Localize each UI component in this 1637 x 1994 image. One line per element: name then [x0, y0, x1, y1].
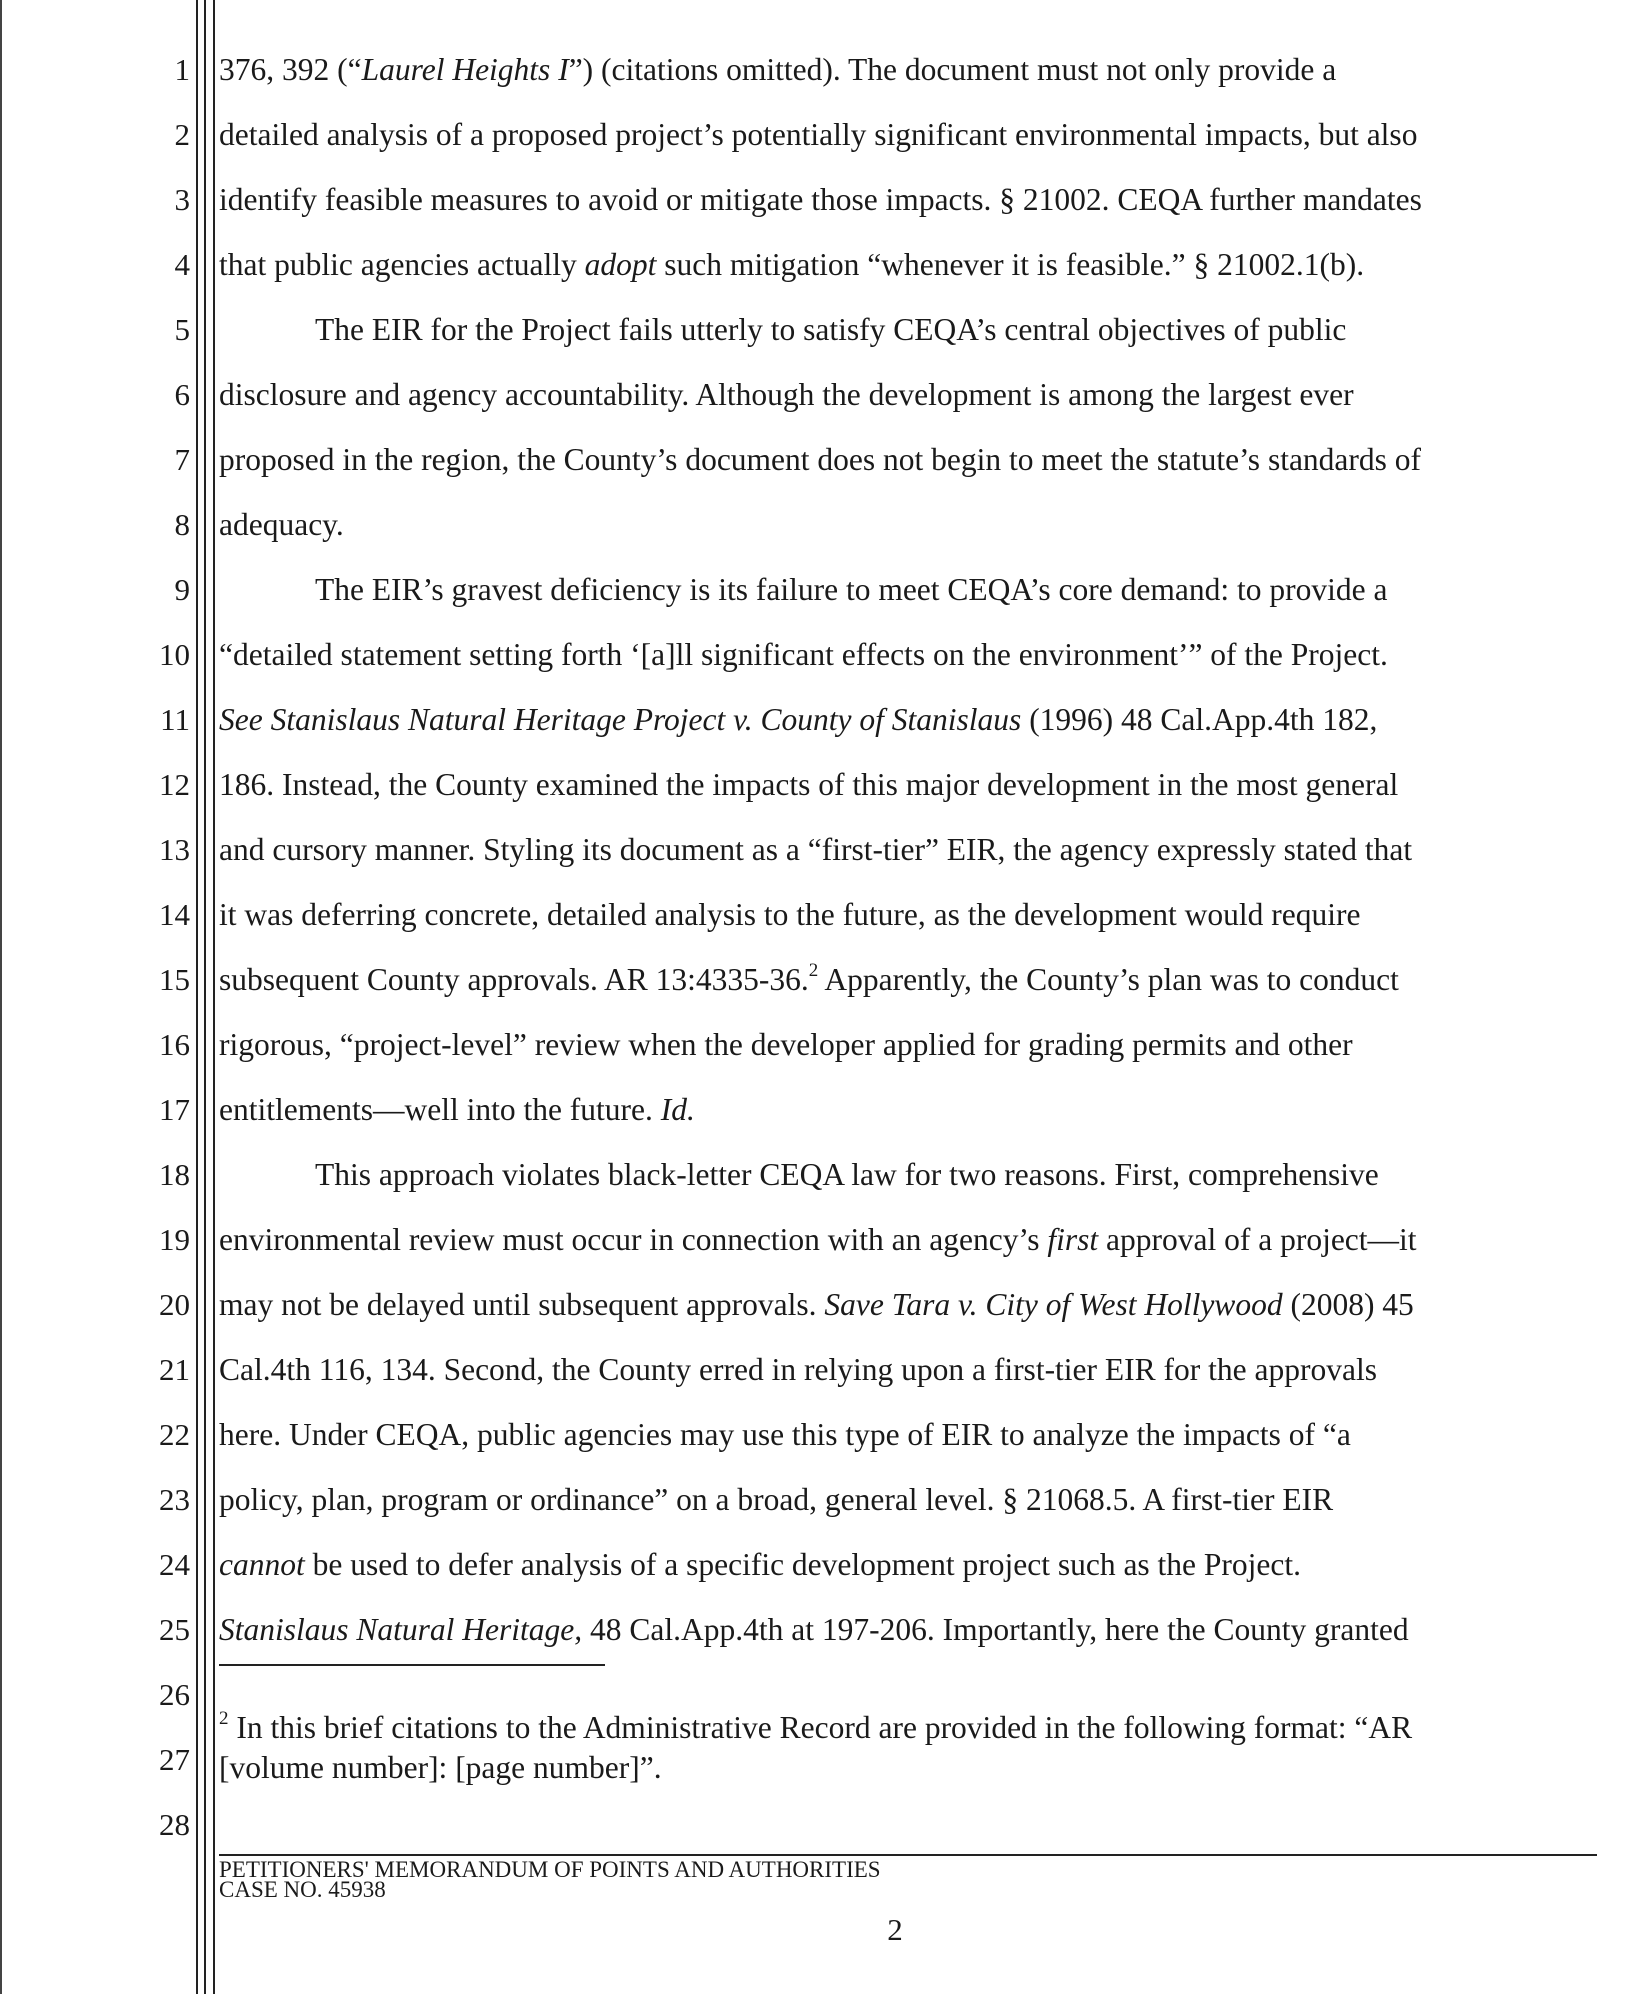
line-number: 18 — [159, 1157, 190, 1192]
footnote — [219, 1708, 1599, 1788]
emphasis: cannot — [219, 1547, 305, 1582]
margin-rule-outer — [196, 0, 198, 1994]
footnote-separator — [219, 1664, 605, 1666]
line-number: 9 — [174, 572, 190, 607]
line-number: 8 — [174, 507, 190, 542]
page-number: 2 — [887, 1912, 903, 1947]
text-line: 186. Instead, the County examined the impacts of this major development in the most general — [219, 767, 1399, 802]
line-number: 17 — [159, 1092, 190, 1127]
footer — [219, 1857, 881, 1902]
paragraph-start-line: The EIR’s gravest deficiency is its failure to meet CEQA’s core demand: to provide a — [315, 572, 1388, 607]
text-line: detailed analysis of a proposed project’s potentially significant environmental impacts, but also — [219, 117, 1418, 152]
line-number: 6 — [174, 377, 190, 412]
text-line: See Stanislaus Natural Heritage Project v. County of Stanislaus (1996) 48 Cal.App.4th 182, — [219, 702, 1378, 737]
text-line: that public agencies actually adopt such mitigation “whenever it is feasible.” § 21002.1(b). — [219, 247, 1365, 282]
line-number: 4 — [174, 247, 190, 282]
text-line: policy, plan, program or ordinance” on a broad, general level. § 21068.5. A first-tier EIR — [219, 1482, 1334, 1517]
text-line: entitlements—well into the future. Id. — [219, 1092, 695, 1127]
footnote-reference: 2 — [808, 960, 819, 981]
footnote-line: $^2$ In this brief citations to the Administrative Record are provided in the following format: “AR — [219, 1708, 1413, 1745]
line-number: 28 — [159, 1807, 190, 1842]
text-line: Stanislaus Natural Heritage, 48 Cal.App.4th at 197-206. Importantly, here the County granted — [219, 1612, 1409, 1647]
text-line: subsequent County approvals. AR 13:4335-36.$^2$ Apparently, the County’s plan was to conduct — [219, 960, 1399, 997]
line-number: 16 — [159, 1027, 190, 1062]
line-number: 23 — [159, 1482, 190, 1517]
margin-rule-text — [213, 0, 215, 1994]
text-line: and cursory manner. Styling its document as a “first-tier” EIR, the agency expressly stated that — [219, 832, 1413, 867]
line-number: 19 — [159, 1222, 190, 1257]
line-number: 14 — [159, 897, 190, 932]
text-line: Cal.4th 116, 134. Second, the County erred in relying upon a first-tier EIR for the approvals — [219, 1352, 1377, 1387]
text-line: cannot be used to defer analysis of a specific development project such as the Project. — [219, 1547, 1302, 1582]
text-line: adequacy. — [219, 507, 344, 542]
brief-body — [219, 48, 1599, 1673]
emphasis: first — [1047, 1222, 1099, 1257]
line-number: 5 — [174, 312, 190, 347]
case-citation: See Stanislaus Natural Heritage Project v. County of Stanislaus — [219, 702, 1022, 737]
case-citation: Save Tara v. City of West Hollywood — [824, 1287, 1283, 1322]
text-line: may not be delayed until subsequent approvals. Save Tara v. City of West Hollywood (2008) 45 — [219, 1287, 1414, 1322]
line-number: 3 — [174, 182, 190, 217]
line-number: 24 — [159, 1547, 190, 1582]
citation-id: Id. — [660, 1092, 695, 1127]
line-number: 21 — [159, 1352, 190, 1387]
text-line: 376, 392 (“Laurel Heights I”) (citations omitted). The document must not only provide a — [219, 52, 1337, 87]
text-line: identify feasible measures to avoid or mitigate those impacts. § 21002. CEQA further mandates — [219, 182, 1422, 217]
line-number: 20 — [159, 1287, 190, 1322]
line-number: 22 — [159, 1417, 190, 1452]
case-citation: Laurel Heights I — [361, 52, 569, 87]
line-number: 26 — [159, 1677, 190, 1712]
text-line: proposed in the region, the County’s document does not begin to meet the statute’s standards of — [219, 442, 1422, 477]
text-line: disclosure and agency accountability. Although the development is among the largest ever — [219, 377, 1354, 412]
line-number: 12 — [159, 767, 190, 802]
line-number: 25 — [159, 1612, 190, 1647]
page-edge-line — [0, 0, 2, 1994]
line-number: 13 — [159, 832, 190, 867]
line-number-column — [120, 48, 190, 1868]
text-line: it was deferring concrete, detailed analysis to the future, as the development would require — [219, 897, 1361, 932]
line-number: 2 — [174, 117, 190, 152]
footnote-line: [volume number]: [page number]”. — [219, 1750, 662, 1785]
line-number: 1 — [174, 52, 190, 87]
text-line: environmental review must occur in connection with an agency’s first approval of a project—it — [219, 1222, 1417, 1257]
footer-separator — [219, 1854, 1597, 1856]
footnote-marker: 2 — [219, 1708, 229, 1729]
case-citation: Stanislaus Natural Heritage, — [219, 1612, 583, 1647]
text-line: here. Under CEQA, public agencies may use this type of EIR to analyze the impacts of “a — [219, 1417, 1351, 1452]
footer-title: PETITIONERS' MEMORANDUM OF POINTS AND AUTHORITIES — [219, 1857, 881, 1882]
line-number: 7 — [174, 442, 190, 477]
footer-case-number: CASE NO. 45938 — [219, 1877, 386, 1902]
emphasis: adopt — [584, 247, 657, 282]
paragraph-start-line: This approach violates black-letter CEQA law for two reasons. First, comprehensive — [315, 1157, 1379, 1192]
margin-rule-inner — [204, 0, 206, 1994]
paragraph-start-line: The EIR for the Project fails utterly to satisfy CEQA’s central objectives of public — [315, 312, 1347, 347]
line-number: 10 — [159, 637, 190, 672]
text-line: “detailed statement setting forth ‘[a]ll significant effects on the environment’” of the Project. — [219, 637, 1388, 672]
line-number: 15 — [159, 962, 190, 997]
line-number: 27 — [159, 1742, 190, 1777]
text-line: rigorous, “project-level” review when the developer applied for grading permits and other — [219, 1027, 1353, 1062]
line-number: 11 — [160, 702, 190, 737]
